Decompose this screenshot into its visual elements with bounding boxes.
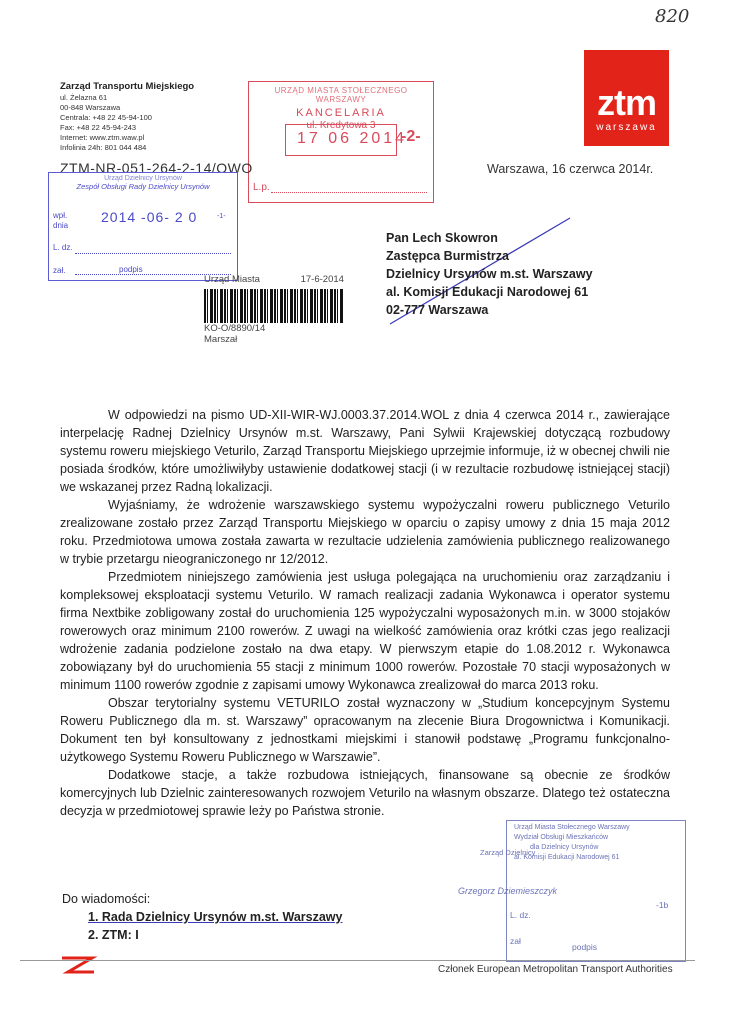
- stamp-bottom-l4: al. Komisji Edukacji Narodowej 61: [514, 854, 620, 861]
- logo-small-text: warszawa: [596, 122, 657, 133]
- cc-item: 2. ZTM: I: [88, 928, 139, 942]
- cc-items: [88, 908, 343, 944]
- stamp-bottom-l2: Wydział Obsługi Mieszkańców: [514, 834, 609, 841]
- addressee-line: Dzielnicy Ursynów m.st. Warszawy: [386, 267, 593, 281]
- addressee-line: Zastępca Burmistrza: [386, 249, 509, 263]
- stamp-blue-date: 2014 -06- 2 0: [101, 209, 198, 225]
- letter-body: [60, 406, 670, 820]
- stamp-blue-line-a: [75, 253, 231, 254]
- ztm-z-mark: [58, 950, 98, 978]
- stamp-blue-ldz: L. dz.: [53, 243, 73, 252]
- paragraph-2: Wyjaśniamy, że wdrożenie warszawskiego systemu wypożyczalni roweru publicznego Veturilo zrealizowane zostało przez Zarząd Transportu Miejskiego w oparciu o zapisy umowy z dnia 15 maja 2012 roku. Przedmiotowa umowa została zawarta w rezultacie udzielenia zamówienia publicznego realizowanego w trybie przetargu nieograniczonego nr 12/2012.: [60, 498, 670, 566]
- cc-label: Do wiadomości:: [62, 892, 151, 906]
- sender-city: 00-848 Warszawa: [60, 103, 121, 112]
- stamp-blue-num: -1-: [217, 213, 226, 220]
- stamp-blue-dnia: dnia: [53, 221, 69, 230]
- place-date: Warszawa, 16 czerwca 2014r.: [487, 162, 654, 176]
- registration-number: ZTM-NR-051-264-2-14/OWO: [60, 160, 253, 176]
- stamp-blue-line2: Zespół Obsługi Rady Dzielnicy Ursynów: [76, 182, 210, 191]
- addressee-line: Pan Lech Skowron: [386, 231, 498, 245]
- addressee-block: [386, 229, 593, 319]
- stamp-red-dotted-line: [271, 192, 427, 193]
- barcode-stamp: [204, 274, 344, 345]
- stamp-bottom-l3: dla Dzielnicy Ursynów: [530, 844, 599, 851]
- district-stamp: [48, 172, 238, 281]
- sender-infoline: Infolinia 24h: 801 044 484: [60, 143, 147, 152]
- paragraph-3: Przedmiotem niniejszego zamówienia jest usługa polegająca na uruchomieniu oraz zarządzaniu i kompleksowej eksploatacji systemu Veturilo. W ramach realizacji zadania Wykonawca i operator systemu firma Nextbike zobligowany został do uruchomienia 125 wypożyczalni wyposażonych m.in. w 3000 stojaków rowerowych oraz minimum 2100 rowerów. Z uwagi na wielkość zamówienia oraz krótki czas jego realizacji wdrożenie zadania podzielone zostało na dwa etapy. W pierwszym etapie do 1.08.2012 r. Wykonawca zobowiązany był do uruchomienia 55 stacji z minimum 1000 rowerów. Pozostałe 70 stacji wyposażonych w minimum 1100 rowerów zgodnie z zapisami umowy Wykonawca zrealizował do marca 2013 roku.: [60, 570, 670, 692]
- ztm-logo: [584, 50, 669, 146]
- barcode-graphic: [204, 289, 344, 323]
- stamp-blue-wpl: wpł.: [53, 211, 68, 220]
- receipt-stamp-bottom: [458, 810, 690, 966]
- barcode-office: Urząd Miasta: [204, 274, 260, 285]
- footer-text: Członek European Metropolitan Transport Authorities: [438, 964, 673, 975]
- stamp-blue-zal: zał.: [53, 266, 66, 275]
- stamp-bottom-ldz: L. dz.: [510, 910, 531, 920]
- stamp-red-number: -2-: [401, 128, 421, 145]
- barcode-unit: Marszał: [204, 334, 238, 345]
- sender-fax: Fax: +48 22 45-94-243: [60, 123, 137, 132]
- sender-block: [60, 80, 194, 153]
- barcode-date: 17-6-2014: [300, 274, 344, 285]
- handwritten-number: 820: [655, 6, 690, 27]
- sender-street: ul. Żelazna 61: [60, 93, 108, 102]
- stamp-red-line1: URZĄD MIASTA STOŁECZNEGO WARSZAWY: [274, 86, 408, 104]
- sender-phone: Centrala: +48 22 45-94-100: [60, 113, 152, 122]
- footer-divider: [20, 960, 695, 961]
- paragraph-1: W odpowiedzi na pismo UD-XII-WIR-WJ.0003.37.2014.WOL z dnia 4 czerwca 2014 r., zawierające interpelację Radnej Dzielnicy Ursynów m.st. Warszawy, Pani Sylwii Krajewskiej dotyczącą rozbudowy systemu roweru miejskiego Veturilo, Zarząd Transportu Miejskiego uprzejmie informuje, iż w obecnej chwili nie posiada środków, które umożliwiłyby ustawienie dodatkowej stacji (i w rezultacie rozbudowę istniejącej stacji) we wskazanej przez Radną lokalizacji.: [60, 408, 670, 494]
- stamp-blue-line1: Urząd Dzielnicy Ursynów: [104, 175, 182, 182]
- stamp-red-line3: ul. Kredytowa 3: [306, 120, 376, 131]
- cc-block: [62, 890, 343, 944]
- stamp-red-date: 17 06 2014: [297, 130, 408, 147]
- stamp-bottom-podpis: podpis: [572, 942, 598, 952]
- paragraph-4: Obszar terytorialny systemu VETURILO został wyznaczony w „Studium koncepcyjnym Systemu Roweru Publicznego dla m. st. Warszawy” opracowanym na zlecenie Biura Drogownictwa i Komunikacji. Dokument ten był konsultowany z jednostkami miejskimi i stanowił podstawę „Programu funkcjonalno-użytkowego Systemu Roweru Publicznego w Warszawie”.: [60, 696, 670, 764]
- barcode-header: [204, 274, 344, 285]
- addressee-line: 02-777 Warszawa: [386, 303, 489, 317]
- stamp-bottom-l1: Urząd Miasta Stołecznego Warszawy: [514, 824, 630, 831]
- sender-name: Zarząd Transportu Miejskiego: [60, 81, 195, 92]
- sender-internet: Internet: www.ztm.waw.pl: [60, 133, 145, 142]
- stamp-red-lp: L.p.: [253, 182, 270, 193]
- stamp-bottom-l6: Grzegorz Dziemieszczyk: [458, 886, 558, 896]
- stamp-red-line2: KANCELARIA: [296, 107, 386, 119]
- stamp-blue-received: [53, 211, 68, 231]
- stamp-blue-podpis: podpis: [119, 265, 143, 274]
- barcode-code: KO-O/8890/14: [204, 323, 266, 334]
- chancellery-stamp: [248, 81, 434, 203]
- stamp-bottom-zal: zał: [510, 936, 521, 946]
- addressee-line: al. Komisji Edukacji Narodowej 61: [386, 285, 589, 299]
- cc-item: 1. Rada Dzielnicy Ursynów m.st. Warszawy: [88, 910, 343, 924]
- stamp-bottom-num: -1b: [656, 900, 669, 910]
- logo-big-text: ztm: [597, 82, 656, 123]
- stamp-bottom-l5: Zarząd Dzielnicy: [480, 848, 536, 857]
- paragraph-5: Dodatkowe stacje, a także rozbudowa istniejących, finansowane są obecnie ze środków komercyjnych lub Dzielnic zainteresowanych rozwojem Veturilo na własnym obszarze. Dlatego też ostateczna decyzja w przedmiotowej sprawie leży po Państwa stronie.: [60, 768, 670, 818]
